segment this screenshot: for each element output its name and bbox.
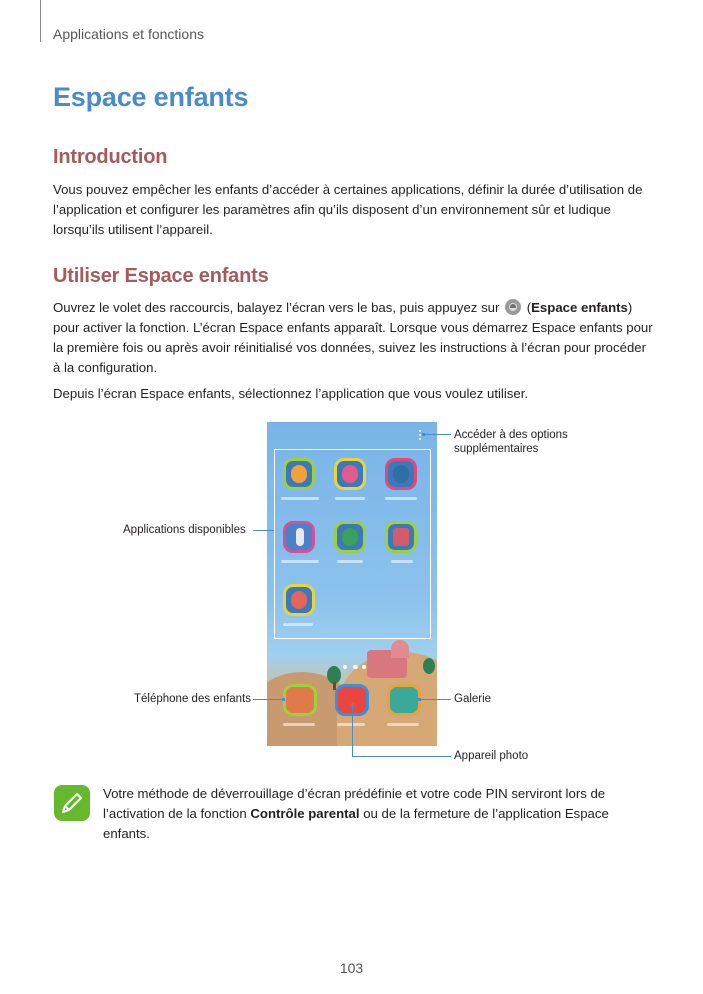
page-indicator xyxy=(362,665,366,669)
callout-line xyxy=(352,705,353,756)
house-tower xyxy=(391,640,409,658)
introduction-paragraph: Vous pouvez empêcher les enfants d’accéder à certaines applications, définir la durée d’utilisation de l’application et configurer les paramètres afin qu’ils disposent d’un environnement sûr et ludique lorsqu’ils utilisent l’appareil. xyxy=(53,182,643,237)
kids-phone-icon[interactable] xyxy=(283,684,317,716)
callout-line xyxy=(352,756,451,757)
callout-line xyxy=(420,699,451,700)
callout-more-options: Accéder à des options supplémentaires xyxy=(454,429,568,455)
gallery-icon[interactable] xyxy=(387,684,421,716)
note-text xyxy=(103,784,643,844)
header-rule xyxy=(40,0,41,42)
callout-endpoint xyxy=(418,698,421,701)
callout-kids-phone: Téléphone des enfants xyxy=(134,693,252,705)
app-label xyxy=(283,723,315,726)
page-title: Espace enfants xyxy=(53,82,249,112)
callout-camera: Appareil photo xyxy=(454,750,529,762)
espace-enfants-label: Espace enfants xyxy=(531,300,628,315)
espace-enfants-icon xyxy=(505,299,521,315)
available-apps-bracket xyxy=(274,449,431,639)
tree xyxy=(423,658,435,674)
use-paragraph xyxy=(53,298,653,378)
callout-available-apps: Applications disponibles xyxy=(123,524,246,536)
use-text-before: Ouvrez le volet des raccourcis, balayez l’écran vers le bas, puis appuyez sur xyxy=(53,300,500,315)
app-label xyxy=(337,723,365,726)
note-before: Votre méthode de déverrouillage d’écran prédéfinie et votre code PIN serviront lors de l’activation de la fonction xyxy=(103,786,606,821)
callout-line xyxy=(253,530,274,531)
callout-endpoint xyxy=(422,433,425,436)
callout-gallery: Galerie xyxy=(454,693,492,705)
section-heading-introduction: Introduction xyxy=(53,146,168,168)
select-app-paragraph: Depuis l’écran Espace enfants, sélectionnez l’application que vous voulez utiliser. xyxy=(53,386,529,401)
app-label xyxy=(387,723,419,726)
note-after: ou de la fermeture de l’application Espace enfants. xyxy=(103,806,609,841)
note-bold: Contrôle parental xyxy=(250,806,360,821)
section-heading-use: Utiliser Espace enfants xyxy=(53,265,269,287)
callout-line xyxy=(253,699,283,700)
callout-endpoint xyxy=(282,698,285,701)
page-indicator xyxy=(353,665,358,669)
callout-line xyxy=(424,434,451,435)
running-head: Applications et fonctions xyxy=(53,26,204,42)
note-pencil-icon xyxy=(54,785,90,821)
callout-endpoint xyxy=(351,703,354,706)
page-number: 103 xyxy=(339,960,364,976)
use-text-after: ) pour activer la fonction. L’écran Espace enfants apparaît. Lorsque vous démarrez Espace enfants pour la première fois ou après avoir réinitialisé vos données, suivez les instructions à l’écran pour procéder à la configuration. xyxy=(53,300,653,375)
more-options-icon[interactable] xyxy=(418,430,422,442)
page-indicator xyxy=(343,665,347,669)
use-paren-open: ( xyxy=(526,300,532,315)
